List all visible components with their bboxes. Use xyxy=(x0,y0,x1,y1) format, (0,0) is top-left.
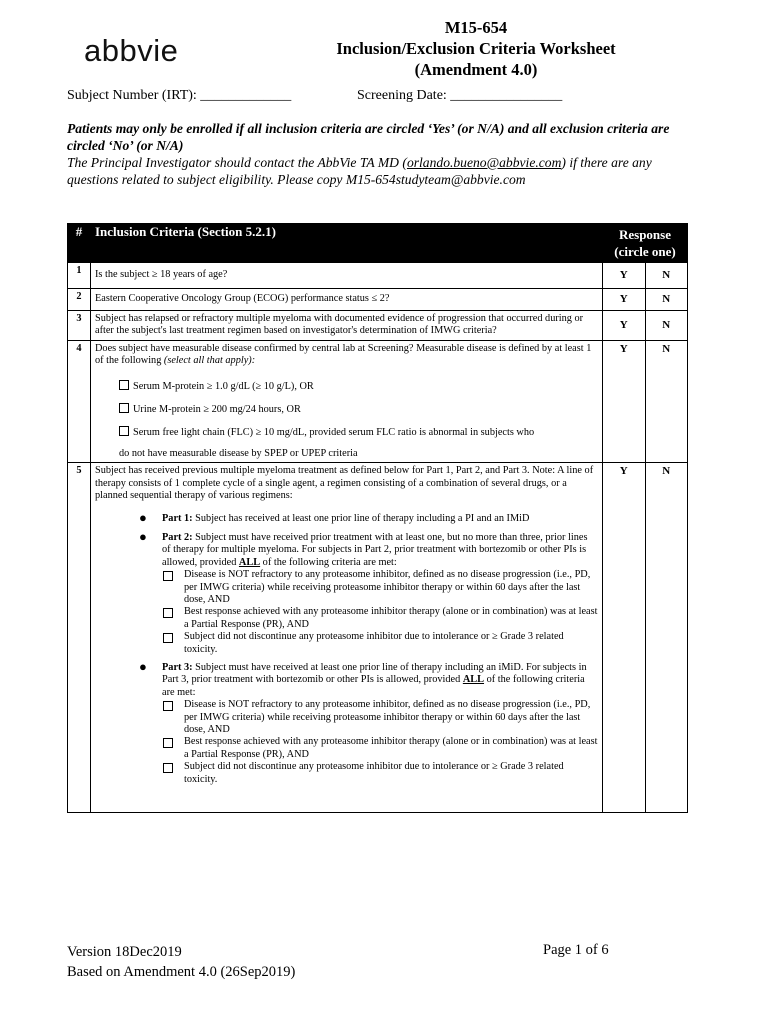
option-label: Serum M-protein ≥ 1.0 g/dL (≥ 10 g/L), OR xyxy=(133,380,314,392)
document-title: Inclusion/Exclusion Criteria Worksheet xyxy=(336,39,616,58)
bullet-icon: ● xyxy=(139,658,147,674)
table-row xyxy=(68,263,688,289)
criterion-text: Subject has relapsed or refractory multiple myeloma with documented evidence of progression that occurred during or after the subject's last treatment regimen based on investigator's determination of IMWG criteria? xyxy=(91,311,603,341)
footer-amendment: Based on Amendment 4.0 (26Sep2019) xyxy=(67,964,296,980)
sub-criterion-text: Disease is NOT refractory to any proteasome inhibitor, defined as no disease progression (i.e., PD, per IMWG criteria) while receiving proteasome inhibitor therapy or within 60 days after the last dose, AND xyxy=(184,569,591,605)
part-1-item xyxy=(139,510,598,526)
criterion-content xyxy=(91,463,603,813)
criterion-hint: (select all that apply): xyxy=(163,355,256,367)
page-number: Page 1 of 6 xyxy=(543,942,609,958)
response-no[interactable]: N xyxy=(645,289,688,311)
criterion-number: 1 xyxy=(68,263,91,289)
sub-criterion-text: Subject did not discontinue any proteasome inhibitor due to intolerance or ≥ Grade 3 related toxicity. xyxy=(184,631,564,655)
sub-criterion-text: Best response achieved with any proteasome inhibitor therapy (alone or in combination) was at least a Partial Response (PR), AND xyxy=(184,606,598,630)
table-header-row xyxy=(68,224,688,263)
enrollment-note: Patients may only be enrolled if all inclusion criteria are circled ‘Yes’ (or N/A) and all exclusion criteria are circled ‘No’ (or N/A) xyxy=(67,121,670,153)
pi-note-text: The Principal Investigator should contact the AbbVie TA MD ( xyxy=(67,155,407,170)
option-serum-flc[interactable] xyxy=(119,426,598,460)
response-no[interactable]: N xyxy=(645,263,688,289)
response-yes[interactable]: Y xyxy=(603,289,646,311)
criterion-number: 5 xyxy=(68,463,91,813)
response-yes[interactable]: Y xyxy=(603,311,646,341)
criterion-number: 3 xyxy=(68,311,91,341)
sub-criterion[interactable] xyxy=(162,569,598,606)
all-emphasis: ALL xyxy=(238,556,261,568)
part-text-tail: of the following criteria are met: xyxy=(162,674,585,698)
criterion-content xyxy=(91,340,603,462)
header-response: Response (circle one) xyxy=(603,224,688,263)
option-label: Urine M-protein ≥ 200 mg/24 hours, OR xyxy=(133,404,301,416)
checkbox-icon[interactable] xyxy=(163,571,173,581)
screening-date-field[interactable]: Screening Date: ________________ xyxy=(357,88,563,103)
table-row xyxy=(68,340,688,462)
checkbox-icon[interactable] xyxy=(163,608,173,618)
checkbox-icon[interactable] xyxy=(163,701,173,711)
amendment-label: (Amendment 4.0) xyxy=(414,60,538,79)
part-3-item xyxy=(139,658,598,786)
response-no[interactable]: N xyxy=(645,311,688,341)
part-text: Subject has received at least one prior line of therapy including a PI and an IMiD xyxy=(192,513,530,525)
sub-criterion-text: Subject did not discontinue any proteasome inhibitor due to intolerance or ≥ Grade 3 related toxicity. xyxy=(184,761,564,785)
checkbox-icon[interactable] xyxy=(163,633,173,643)
checkbox-icon[interactable] xyxy=(119,380,129,390)
response-no[interactable]: N xyxy=(645,340,688,462)
checkbox-icon[interactable] xyxy=(163,738,173,748)
abbvie-logo: abbvie xyxy=(84,33,179,68)
checkbox-icon[interactable] xyxy=(163,763,173,773)
subject-number-field[interactable]: Subject Number (IRT): _____________ xyxy=(67,88,292,103)
option-serum-m-protein[interactable] xyxy=(119,380,598,393)
criterion-number: 4 xyxy=(68,340,91,462)
pi-contact-note xyxy=(67,154,697,188)
criterion-text: Is the subject ≥ 18 years of age? xyxy=(91,263,603,289)
instructions xyxy=(67,120,697,188)
sub-criterion[interactable] xyxy=(162,699,598,736)
criterion-text: Does subject have measurable disease confirmed by central lab at Screening? Measurable disease is defined by at least 1 of the following xyxy=(95,342,592,367)
footer-version: Version 18Dec2019 xyxy=(67,944,182,960)
footer-version-block xyxy=(67,942,295,982)
part-label: Part 3: xyxy=(162,661,193,673)
part-text: Subject must have received at least one prior line of therapy including an iMiD. For subjects in Part 3, prior treatment with bortezomib or other PIs is allowed, provided xyxy=(162,661,587,686)
part-text-tail: of the following criteria are met: xyxy=(260,556,397,568)
table-row xyxy=(68,311,688,341)
document-id: M15-654 xyxy=(444,18,508,37)
bullet-icon: ● xyxy=(139,528,147,544)
response-yes[interactable]: Y xyxy=(603,263,646,289)
response-yes[interactable]: Y xyxy=(603,340,646,462)
inclusion-criteria-table xyxy=(67,223,688,813)
part-label: Part 1: xyxy=(162,513,193,525)
document-title-block xyxy=(290,17,662,80)
all-emphasis: ALL xyxy=(462,674,485,686)
sub-criterion[interactable] xyxy=(162,736,598,761)
table-row xyxy=(68,289,688,311)
bullet-icon: ● xyxy=(139,510,147,526)
option-label-continued: do not have measurable disease by SPEP or UPEP criteria xyxy=(119,447,358,459)
part-2-item xyxy=(139,528,598,656)
header-number: # xyxy=(68,224,91,263)
checkbox-icon[interactable] xyxy=(119,426,129,436)
response-no[interactable]: N xyxy=(645,463,688,813)
sub-criterion-text: Disease is NOT refractory to any proteasome inhibitor, defined as no disease progression (i.e., PD, per IMWG criteria) while receiving proteasome inhibitor therapy or within 60 days after the last dose, AND xyxy=(184,699,591,735)
sub-criterion[interactable] xyxy=(162,631,598,656)
sub-criterion-text: Best response achieved with any proteasome inhibitor therapy (alone or in combination) was at least a Partial Response (PR), AND xyxy=(184,736,598,760)
option-urine-m-protein[interactable] xyxy=(119,403,598,416)
sub-criterion[interactable] xyxy=(162,606,598,631)
header-criteria-title: Inclusion Criteria (Section 5.2.1) xyxy=(91,224,603,263)
response-yes[interactable]: Y xyxy=(603,463,646,813)
criterion-number: 2 xyxy=(68,289,91,311)
part-text: Subject must have received prior treatment with at least one, but no more than three, prior lines of therapy for multiple myeloma. For subjects in Part 2, prior treatment with bortezomib or other PIs is allowed, provided xyxy=(162,531,588,568)
pi-note-text-end: ) if there are any questions related to subject eligibility. Please copy M15-654studyteam@abbvie.com xyxy=(67,155,652,187)
table-row xyxy=(68,463,688,813)
sub-criterion[interactable] xyxy=(162,761,598,786)
option-label: Serum free light chain (FLC) ≥ 10 mg/dL, provided serum FLC ratio is abnormal in subjects who xyxy=(133,427,535,439)
criterion-text: Eastern Cooperative Oncology Group (ECOG) performance status ≤ 2? xyxy=(91,289,603,311)
criterion-text: Subject has received previous multiple myeloma treatment as defined below for Part 1, Part 2, and Part 3. Note: A line of therapy consists of 1 complete cycle of a single agent, a regimen consisting of a combination of several drugs, or a planned sequential therapy of various regimens: xyxy=(95,465,594,502)
pi-email-link[interactable]: orlando.bueno@abbvie.com xyxy=(406,155,562,170)
checkbox-icon[interactable] xyxy=(119,403,129,413)
part-label: Part 2: xyxy=(162,531,193,543)
